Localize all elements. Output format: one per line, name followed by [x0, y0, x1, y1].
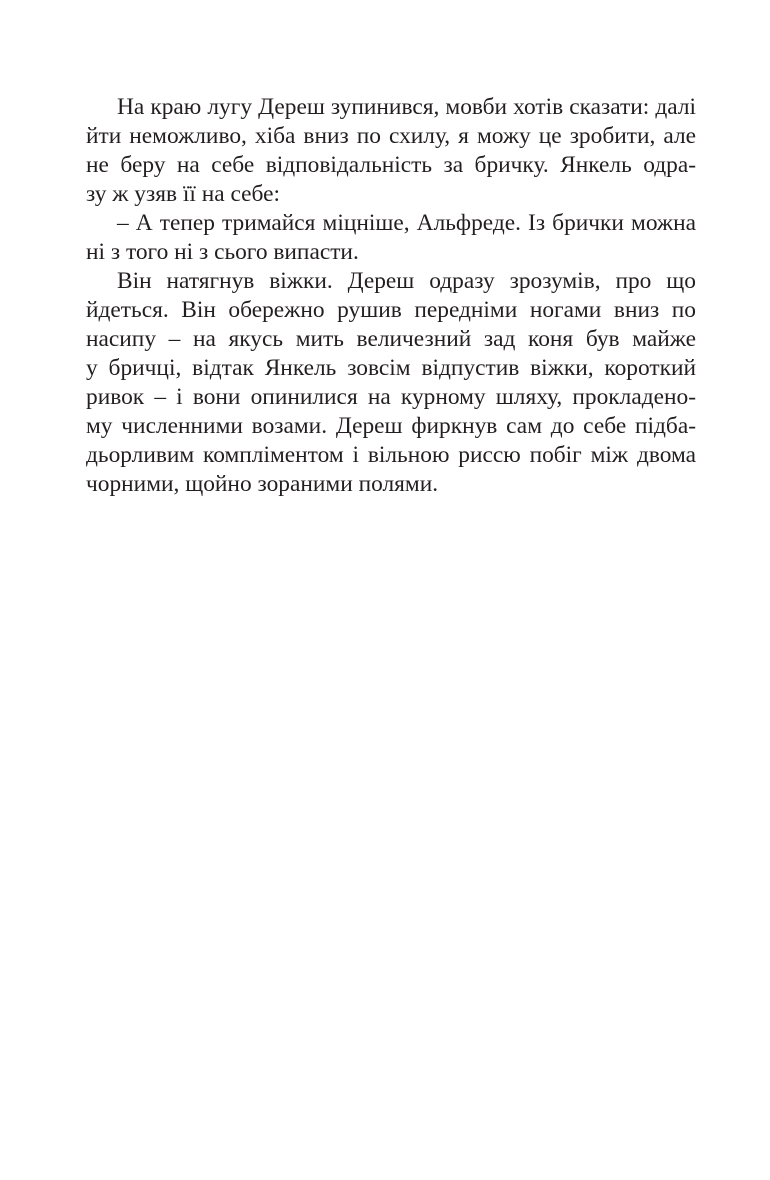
- text-line: йдеться. Він обережно рушив передніми ногами вниз по: [86, 297, 696, 323]
- text-line: зу ж узяв її на себе:: [86, 181, 281, 207]
- text-line: – А тепер тримайся міцніше, Альфреде. Із брички можна: [117, 210, 696, 236]
- text-line: йти неможливо, хіба вниз по схилу, я можу це зробити, але: [86, 123, 696, 149]
- text-line: у бричці, відтак Янкель зовсім відпустив віжки, короткий: [86, 355, 696, 381]
- text-line: На краю лугу Дереш зупинився, мовби хотів сказати: далі: [117, 94, 696, 120]
- paragraph-3: [86, 267, 696, 499]
- text-line: дьорливим компліментом і вільною риссю побіг між двома: [86, 442, 696, 468]
- text-line: Він натягнув віжки. Дереш одразу зрозумів, про що: [117, 268, 696, 294]
- text-line: му численними возами. Дереш фиркнув сам до себе підба-: [86, 413, 696, 439]
- text-line: чорними, щойно зораними полями.: [86, 471, 439, 497]
- text-line: не беру на себе відповідальність за бричку. Янкель одра-: [86, 152, 696, 178]
- paragraph-1: [86, 93, 696, 209]
- text-line: ні з того ні з сього випасти.: [86, 239, 359, 265]
- text-line: насипу – на якусь мить величезний зад коня був майже: [86, 326, 696, 352]
- text-line: ривок – і вони опинилися на курному шляху, прокладено-: [86, 384, 696, 410]
- page-text: [86, 93, 696, 499]
- paragraph-2: [86, 209, 696, 267]
